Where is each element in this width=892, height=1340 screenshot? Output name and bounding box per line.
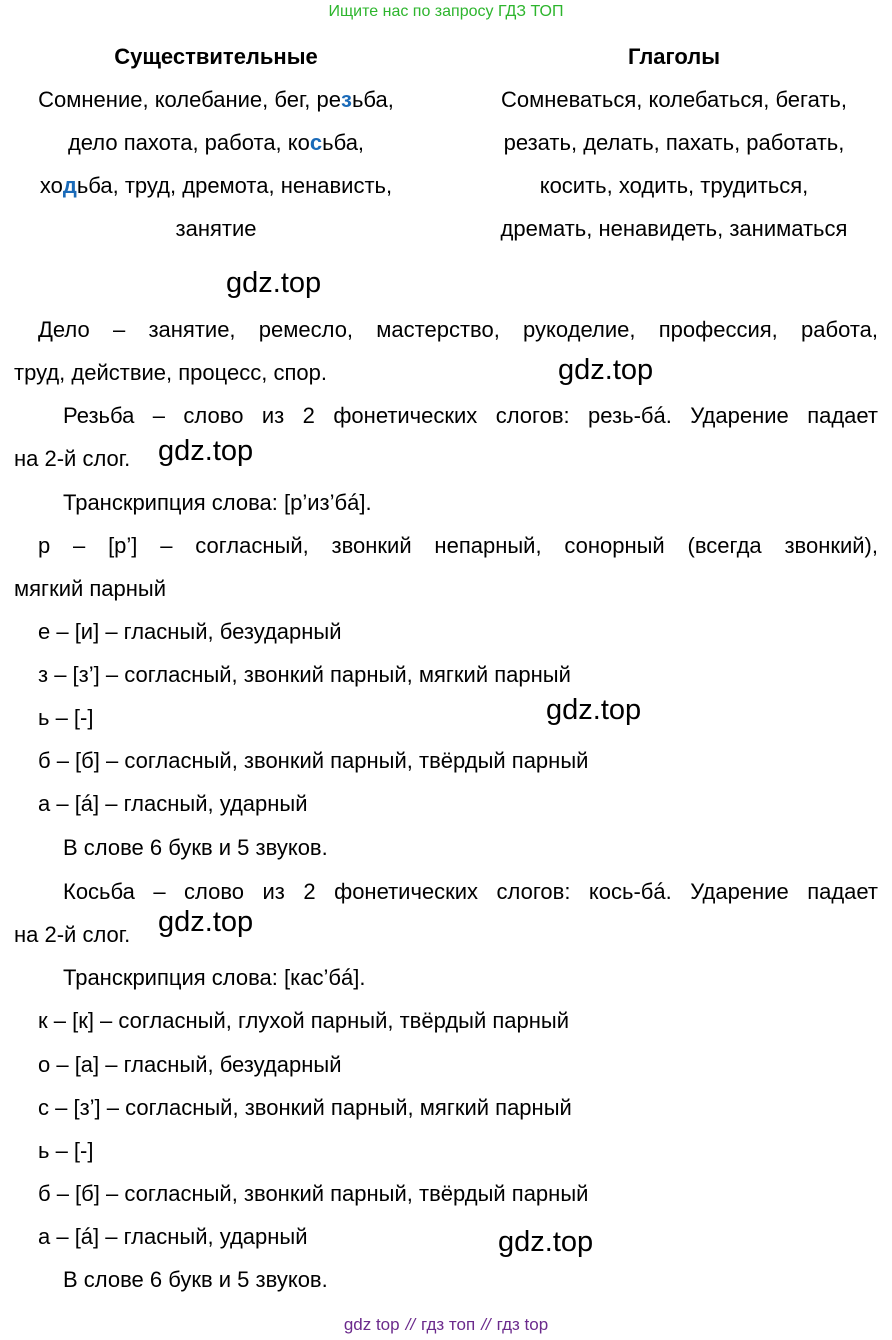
watermark: gdz.top	[226, 267, 322, 299]
watermark: gdz.top	[158, 435, 254, 467]
search-banner: Ищите нас по запросу ГДЗ ТОП	[328, 3, 564, 20]
footer-link[interactable]: гдз топ	[421, 1315, 476, 1334]
highlighted-letter: с	[309, 130, 323, 155]
watermark: gdz.top	[158, 906, 254, 938]
nouns-line	[0, 164, 432, 207]
nouns-line	[0, 121, 432, 164]
letter-analysis: б – [б] – согласный, звонкий парный, твёрдый парный	[38, 748, 589, 773]
rezba-transcription: Транскрипция слова: [р’из’бá].	[63, 490, 372, 515]
nouns-text: ьба, труд, дремота, ненависть,	[76, 173, 393, 198]
letter-analysis: б – [б] – согласный, звонкий парный, твёрдый парный	[38, 1181, 589, 1206]
watermark: gdz.top	[546, 694, 642, 726]
letter-analysis-cont: мягкий парный	[14, 576, 167, 601]
letter-analysis: р – [р’] – согласный, звонкий непарный, сонорный (всегда звонкий),	[38, 533, 878, 558]
nouns-text: занятие	[175, 216, 257, 241]
nouns-text: ьба,	[322, 130, 365, 155]
letter-analysis: ь – [-]	[38, 705, 94, 730]
watermark: gdz.top	[498, 1226, 594, 1258]
letter-analysis: а – [á] – гласный, ударный	[38, 791, 308, 816]
footer-links	[0, 1314, 892, 1336]
kosba-intro: Косьба – слово из 2 фонетических слогов: кось-бá. Ударение падает	[63, 879, 878, 904]
highlighted-letter: з	[341, 87, 352, 112]
verbs-line: дремать, ненавидеть, заниматься	[500, 216, 848, 241]
verbs-line: резать, делать, пахать, работать,	[503, 130, 845, 155]
footer-link[interactable]: гдз top	[496, 1315, 549, 1334]
delo-definition-cont: труд, действие, процесс, спор.	[14, 360, 327, 385]
letter-analysis: о – [а] – гласный, безударный	[38, 1052, 342, 1077]
footer-separator: //	[405, 1315, 416, 1334]
nouns-line	[0, 207, 432, 250]
rezba-count: В слове 6 букв и 5 звуков.	[63, 835, 328, 860]
nouns-text: дело пахота, работа, ко	[67, 130, 310, 155]
letter-analysis: с – [з’] – согласный, звонкий парный, мягкий парный	[38, 1095, 572, 1120]
kosba-intro-cont: на 2-й слог.	[14, 922, 131, 947]
verbs-heading: Глаголы	[627, 44, 721, 69]
verbs-column	[456, 40, 892, 250]
letter-analysis: ь – [-]	[38, 1138, 94, 1163]
letter-analysis: е – [и] – гласный, безударный	[38, 619, 342, 644]
nouns-line	[0, 78, 432, 121]
watermark: gdz.top	[558, 354, 654, 386]
nouns-column	[0, 40, 432, 250]
rezba-intro-cont: на 2-й слог.	[14, 446, 131, 471]
verbs-line: косить, ходить, трудиться,	[539, 173, 809, 198]
nouns-text: Сомнение, колебание, бег, ре	[38, 87, 341, 112]
rezba-intro: Резьба – слово из 2 фонетических слогов: резь-бá. Ударение падает	[63, 403, 878, 428]
delo-definition: Дело – занятие, ремесло, мастерство, рукоделие, профессия, работа,	[38, 317, 878, 342]
nouns-heading: Существительные	[114, 44, 318, 69]
footer-separator: //	[481, 1315, 491, 1334]
letter-analysis: з – [з’] – согласный, звонкий парный, мягкий парный	[38, 662, 571, 687]
letter-analysis: к – [к] – согласный, глухой парный, твёрдый парный	[38, 1008, 570, 1033]
kosba-transcription: Транскрипция слова: [кас’бá].	[63, 965, 366, 990]
nouns-text: хо	[39, 173, 63, 198]
verbs-line: Сомневаться, колебаться, бегать,	[500, 87, 847, 112]
kosba-count: В слове 6 букв и 5 звуков.	[63, 1267, 328, 1292]
letter-analysis: а – [á] – гласный, ударный	[38, 1224, 308, 1249]
nouns-text: ьба,	[351, 87, 394, 112]
footer-link[interactable]: gdz top	[343, 1315, 400, 1334]
highlighted-letter: д	[62, 173, 77, 198]
